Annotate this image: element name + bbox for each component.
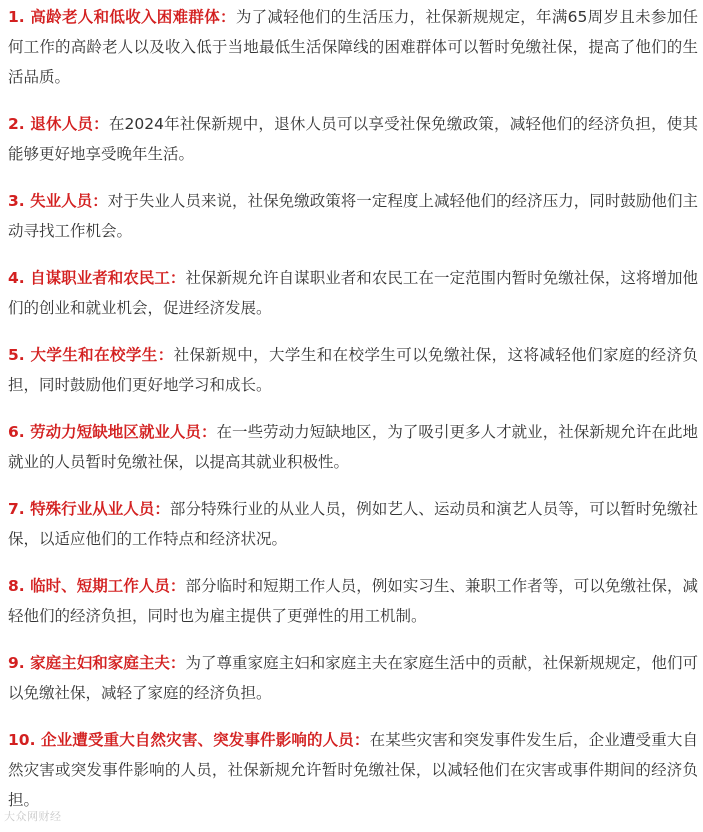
item-body: 部分特殊行业的从业人员，例如艺人、运动员和演艺人员等，可以暂时免缴社保，以适应他们的工作特点和经济状况。 (8, 500, 698, 548)
item-body: 社保新规允许自谋职业者和农民工在一定范围内暂时免缴社保，这将增加他们的创业和就业机会，促进经济发展。 (8, 269, 698, 317)
item-heading: 2. 退休人员： (8, 115, 109, 133)
item-heading: 10. 企业遭受重大自然灾害、突发事件影响的人员： (8, 731, 370, 749)
item-heading: 9. 家庭主妇和家庭主夫： (8, 654, 186, 672)
watermark: 大众网财经 (4, 810, 62, 823)
item-body: 社保新规中，大学生和在校学生可以免缴社保，这将减轻他们家庭的经济负担，同时鼓励他们更好地学习和成长。 (8, 346, 698, 394)
item-body: 对于失业人员来说，社保免缴政策将一定程度上减轻他们的经济压力，同时鼓励他们主动寻找工作机会。 (8, 192, 698, 240)
item-body: 在2024年社保新规中，退休人员可以享受社保免缴政策，减轻他们的经济负担，使其能够更好地享受晚年生活。 (8, 115, 698, 163)
item-body: 部分临时和短期工作人员，例如实习生、兼职工作者等，可以免缴社保，减轻他们的经济负担，同时也为雇主提供了更弹性的用工机制。 (8, 577, 698, 625)
list-item (8, 263, 698, 323)
item-body: 在一些劳动力短缺地区，为了吸引更多人才就业，社保新规允许在此地就业的人员暂时免缴社保，以提高其就业积极性。 (8, 423, 698, 471)
list-item (8, 109, 698, 169)
item-heading: 1. 高龄老人和低收入困难群体： (8, 8, 236, 26)
list-item (8, 186, 698, 246)
item-heading: 4. 自谋职业者和农民工： (8, 269, 186, 287)
item-heading: 3. 失业人员： (8, 192, 108, 210)
item-body: 在某些灾害和突发事件发生后，企业遭受重大自然灾害或突发事件影响的人员，社保新规允许暂时免缴社保，以减轻他们在灾害或事件期间的经济负担。 (8, 731, 698, 809)
list-item (8, 2, 698, 92)
item-body: 为了减轻他们的生活压力，社保新规规定，年满65周岁且未参加任何工作的高龄老人以及收入低于当地最低生活保障线的困难群体可以暂时免缴社保，提高了他们的生活品质。 (8, 8, 698, 86)
item-heading: 5. 大学生和在校学生： (8, 346, 174, 364)
article-list (8, 2, 698, 832)
item-heading: 6. 劳动力短缺地区就业人员： (8, 423, 217, 441)
item-heading: 8. 临时、短期工作人员： (8, 577, 186, 595)
item-body: 为了尊重家庭主妇和家庭主夫在家庭生活中的贡献，社保新规规定，他们可以免缴社保，减轻了家庭的经济负担。 (8, 654, 698, 702)
list-item (8, 725, 698, 815)
item-heading: 7. 特殊行业从业人员： (8, 500, 170, 518)
list-item (8, 417, 698, 477)
list-item (8, 340, 698, 400)
list-item (8, 494, 698, 554)
list-item (8, 648, 698, 708)
list-item (8, 571, 698, 631)
